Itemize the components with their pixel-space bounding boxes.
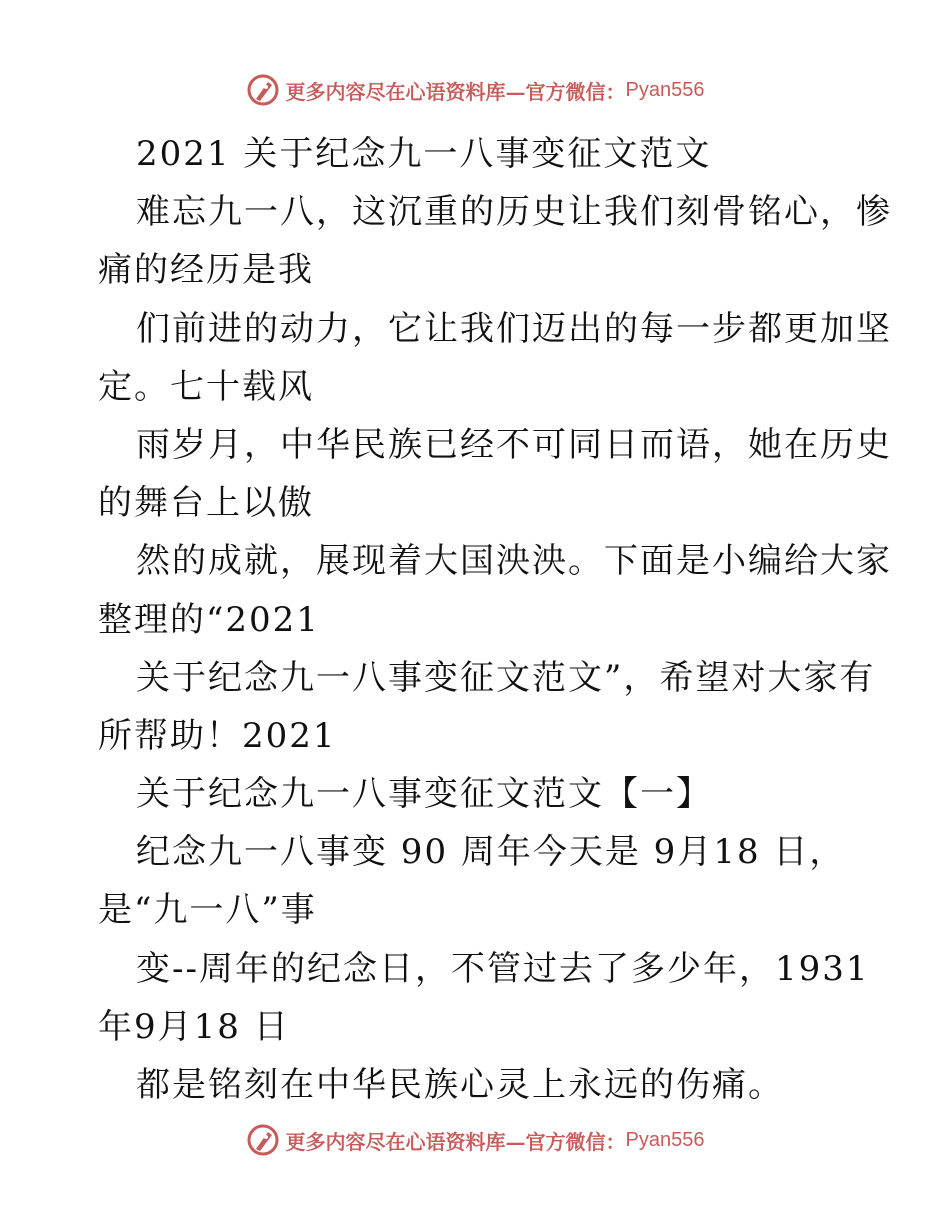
text-line: 雨岁月，中华民族已经不可同日而语，她在历史 bbox=[136, 424, 892, 465]
text-line: 们前进的动力，它让我们迈出的每一步都更加坚 bbox=[136, 308, 892, 349]
text-line: 变--周年的纪念日，不管过去了多少年，1931 bbox=[136, 948, 870, 989]
pen-nib-logo-icon bbox=[246, 1123, 280, 1157]
text-line: 关于纪念九一八事变征文范文”，希望对大家有 bbox=[136, 657, 876, 698]
text-line: 痛的经历是我 bbox=[98, 250, 314, 291]
text-line: 纪念九一八事变 90 周年今天是 9月18 日， bbox=[136, 832, 846, 873]
text-line: 的舞台上以傲 bbox=[98, 483, 314, 524]
header-banner bbox=[0, 70, 950, 110]
text-line: 难忘九一八，这沉重的历史让我们刻骨铭心，惨 bbox=[136, 192, 892, 233]
banner-wechat-id: Pyan556 bbox=[625, 1128, 705, 1151]
text-line: 是“九一八”事 bbox=[98, 890, 317, 931]
banner-text: 更多内容尽在心语资料库—官方微信： bbox=[285, 1129, 626, 1154]
text-line: 都是铭刻在中华民族心灵上永远的伤痛。 bbox=[136, 1065, 784, 1105]
document-body bbox=[98, 125, 892, 1114]
footer-banner bbox=[0, 1120, 950, 1160]
banner-wechat-id: Pyan556 bbox=[625, 78, 705, 101]
pen-nib-logo-icon bbox=[246, 73, 280, 107]
text-line: 整理的“2021 bbox=[98, 599, 320, 640]
text-line: 然的成就，展现着大国泱泱。下面是小编给大家 bbox=[136, 541, 892, 582]
text-line: 关于纪念九一八事变征文范文【一】 bbox=[136, 774, 712, 815]
text-line: 年9月18 日 bbox=[98, 1006, 290, 1047]
text-line: 定。七十载风 bbox=[98, 366, 314, 407]
banner-text: 更多内容尽在心语资料库—官方微信： bbox=[285, 79, 626, 104]
text-line: 2021 关于纪念九一八事变征文范文 bbox=[136, 134, 712, 174]
text-line: 所帮助！2021 bbox=[98, 715, 337, 756]
